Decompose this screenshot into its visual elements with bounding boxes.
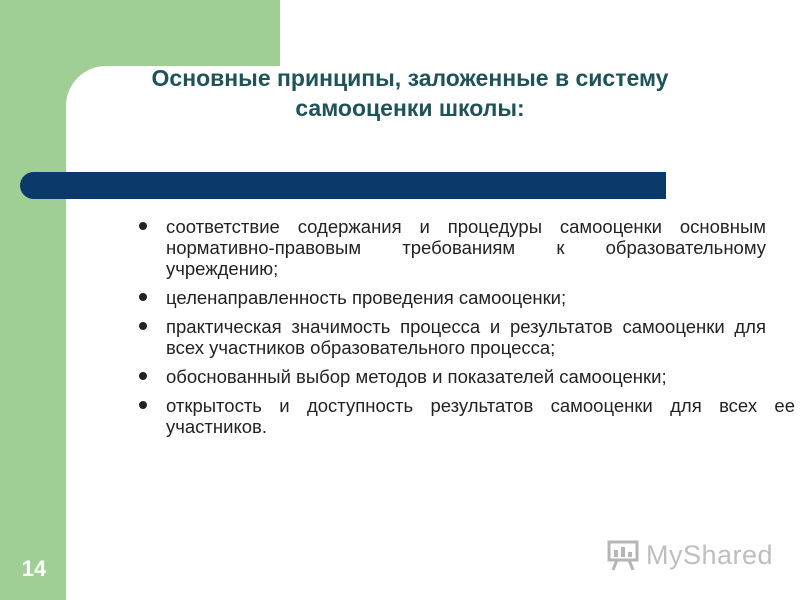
bullet-dot-icon (139, 401, 147, 409)
list-item-text: обоснованный выбор методов и показателей самооценки; (166, 366, 667, 387)
presentation-board-icon (606, 538, 640, 572)
divider-bar (20, 172, 666, 199)
list-item (135, 316, 766, 358)
list-item (135, 366, 795, 387)
list-item-text: практическая значимость процесса и результатов самооценки для всех участников образовательного процесса; (166, 316, 766, 358)
top-decor-band (0, 0, 280, 66)
slide-title-line-2: самооценки школы: (295, 95, 525, 121)
slide-title (90, 63, 730, 123)
list-item (135, 395, 795, 437)
list-item-text: открытость и доступность результатов самооценки для всех ее участников. (166, 395, 795, 437)
slide-title-line-1: Основные принципы, заложенные в систему (151, 65, 669, 91)
bullet-dot-icon (139, 293, 147, 301)
bullet-dot-icon (139, 372, 147, 380)
page-number: 14 (21, 556, 47, 581)
list-item (135, 216, 766, 279)
bullet-dot-icon (139, 322, 147, 330)
watermark-logo (606, 535, 773, 575)
principles-list (135, 216, 795, 445)
list-item-text: соответствие содержания и процедуры самооценки основным нормативно-правовым требованиям к образовательному учреждению; (166, 216, 766, 279)
watermark-text: MyShared (646, 539, 774, 570)
bullet-dot-icon (139, 222, 147, 230)
list-item (135, 287, 795, 308)
left-decor-band (0, 0, 66, 600)
list-item-text: целенаправленность проведения самооценки; (166, 287, 567, 308)
